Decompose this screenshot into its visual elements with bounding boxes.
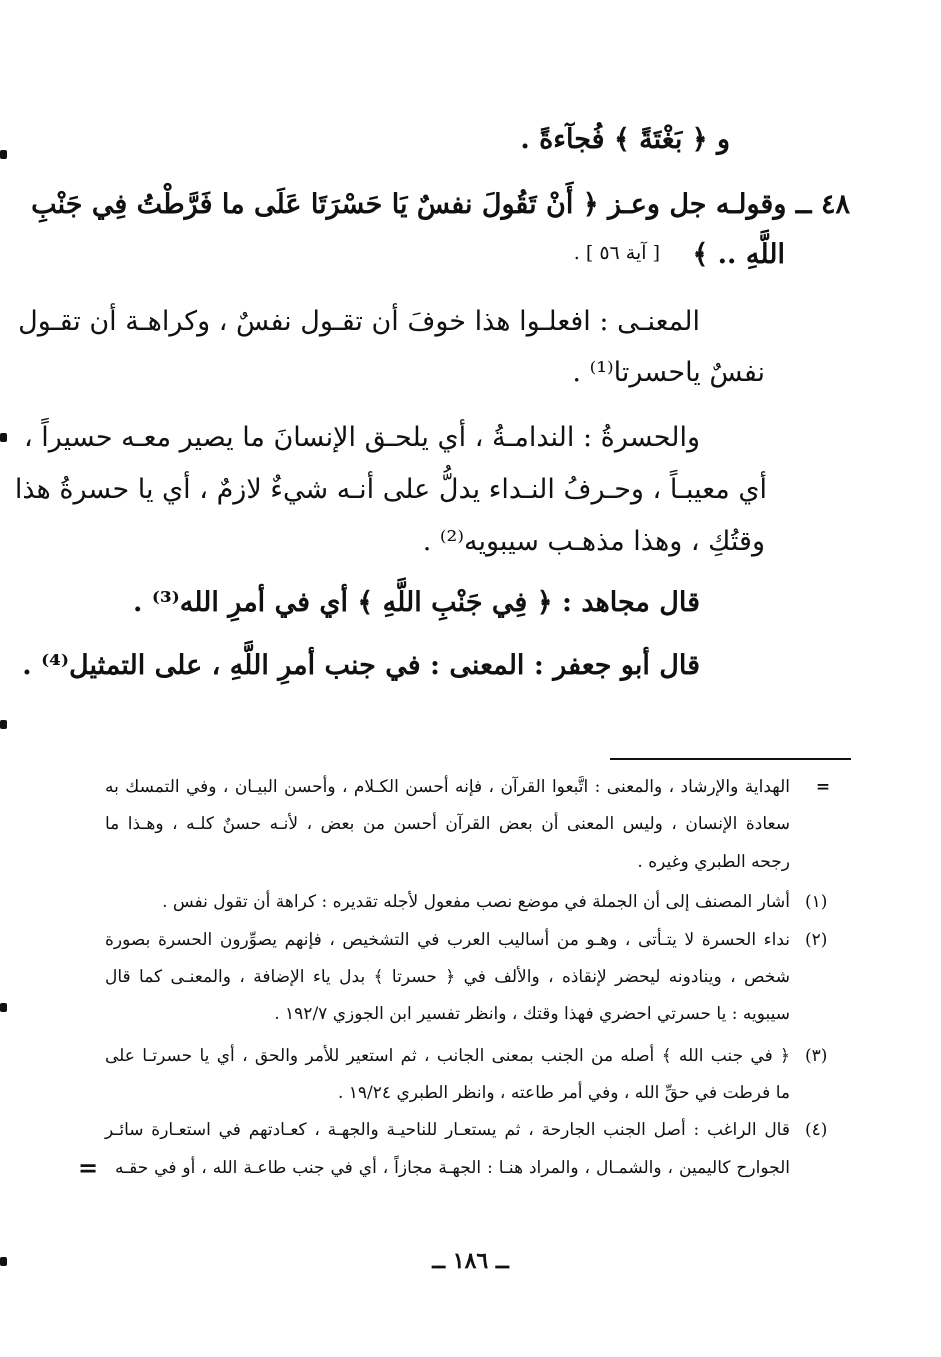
- footnote-4-number: (٤): [805, 1120, 828, 1140]
- footnote-4-line-2: الجوارح كاليمين ، والشمـال ، والمراد هنـا : الجهـة مجازاً ، أي في جنب طاعـة الله ، أو في حقـه: [115, 1158, 790, 1178]
- main-line-9: قال مجاهد : ﴿ فِي جَنْبِ اللَّهِ ﴾ أي في أمرِ الله⁽³⁾ .: [133, 587, 700, 618]
- footnote-2-line-3: سيبويه : يا حسرتي احضري فهذا وقتك ، وانظر تفسير ابن الجوزي ١٩٢/٧ .: [274, 1004, 790, 1024]
- footnote-continuation-line-1: الهداية والإرشاد ، والمعنى : اتَّبعوا القرآن ، فإنه أحسن الكـلام ، وأحسن البيـان ، وفي التمسك به: [105, 777, 790, 797]
- footnote-3-line-2: ما فرطت في حقِّ الله ، وفي أمر طاعته ، وانظر الطبري ١٩/٢٤ .: [337, 1083, 790, 1103]
- footnote-continuation-marker: =: [815, 777, 831, 797]
- main-line-2: ٤٨ ــ وقولـه جل وعـز ﴿ أَنْ تَقُولَ نفسٌ يَا حَسْرَتَا عَلَى ما فَرَّطْتُ فِي جَنْبِ: [31, 189, 850, 220]
- footnote-3-line-1: ﴿ في جنب الله ﴾ أصله من الجنب بمعنى الجانب ، ثم استعير للأمر والحق ، أي يا حسرتـا على: [105, 1046, 790, 1066]
- footnote-1-text: أشار المصنف إلى أن الجملة في موضع نصب مفعول لأجله تقديره : كراهة أن تقول نفس .: [162, 892, 790, 912]
- footnote-1-number: (١): [805, 892, 828, 912]
- main-line-10: قال أبو جعفر : المعنى : في جنب أمرِ اللَّهِ ، على التمثيل⁽⁴⁾ .: [22, 650, 700, 681]
- footnote-2-line-2: شخص ، وينادونه ليحضر لإنقاذه ، والألف في ﴿ حسرتا ﴾ بدل ياء الإضافة ، والمعنـى كما قال: [105, 967, 790, 987]
- footnote-separator: [610, 758, 851, 760]
- main-line-4: المعنـى : افعلـوا هذا خوفَ أن تقـول نفسٌ ، وكراهـة أن تقـول: [18, 306, 700, 337]
- main-line-5: نفسٌ ياحسرتا⁽¹⁾ .: [572, 357, 765, 388]
- main-line-8: وقتُكِ ، وهذا مذهـب سيبويه⁽²⁾ .: [422, 526, 765, 557]
- main-line-3a: اللَّهِ .. ﴾: [692, 239, 785, 270]
- main-line-6: والحسرةُ : الندامـةُ ، أي يلحـق الإنسانَ ما يصير معـه حسيراً ،: [23, 422, 700, 453]
- footnote-2-number: (٢): [805, 930, 828, 950]
- scan-mark-4: [0, 1003, 7, 1012]
- scan-mark-3: [0, 720, 7, 729]
- footnote-continuation-line-2: سعادة الإنسان ، وليس المعنى أن بعض القرآن أحسن من بعض ، لأنـه حسنٌ كلـه ، وهـذا ما: [105, 814, 790, 834]
- scan-mark-2: [0, 433, 7, 442]
- scan-mark-5: [0, 1257, 7, 1266]
- verse-reference: [ آية ٥٦ ] .: [573, 242, 660, 264]
- page-number: ــ ١٨٦ ــ: [432, 1248, 509, 1274]
- footnote-2-line-1: نداء الحسرة لا يتـأتى ، وهـو من أساليب العرب في التشخيص ، فإنهم يصوِّرون الحسرة بصورة: [105, 930, 790, 950]
- main-line-1: و ﴿ بَغْتَةً ﴾ فُجآءةً .: [520, 124, 730, 155]
- footnote-continuation-line-3: رجحه الطبري وغيره .: [637, 852, 790, 872]
- footnote-end-marker: =: [77, 1153, 99, 1182]
- main-line-7: أي معيبـاً ، وحـرفُ النـداء يدلُّ على أنـه شيءٌ لازمٌ ، أي يا حسرةُ هذا: [14, 474, 767, 505]
- footnote-4-line-1: قال الراغب : أصل الجنب الجارحة ، ثم يستعـار للناحيـة والجهـة ، كعـادتهم في استعـارة سائـر: [105, 1120, 790, 1140]
- scan-mark-1: [0, 150, 7, 159]
- footnote-3-number: (٣): [805, 1046, 828, 1066]
